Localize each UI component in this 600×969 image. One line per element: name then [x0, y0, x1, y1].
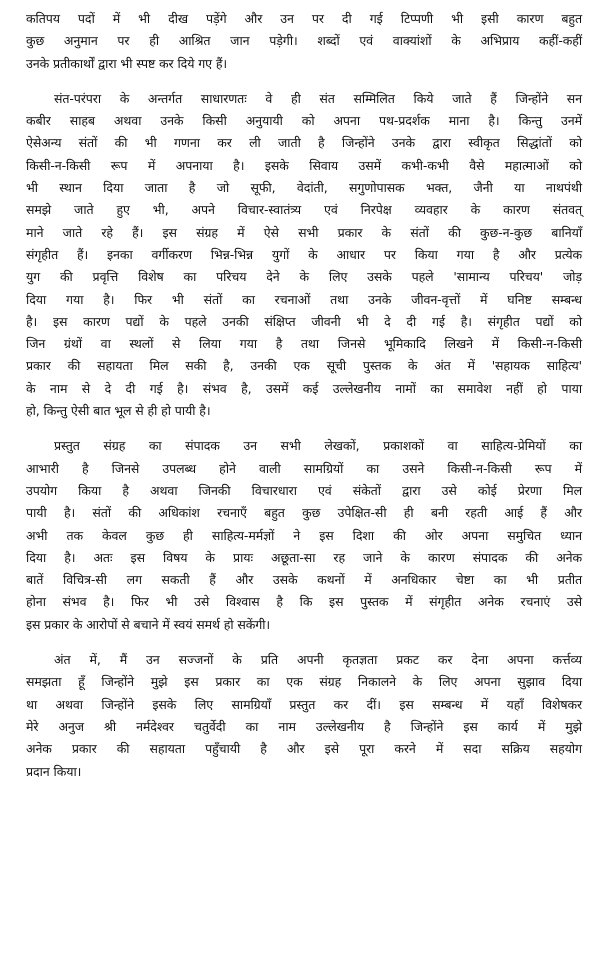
- text-line: पायी है। संतों की अधिकांश रचनाएँ बहुत कुछ उपेक्षित-सी ही बनी रहती आई हैं और: [26, 505, 582, 521]
- text-line: हो, किन्तु ऐसी बात भूल से ही हो पायी है।: [26, 403, 211, 419]
- text-line: कतिपय पदों में भी दीख पड़ेंगे और उन पर दी गई टिप्पणी भी इसी कारण बहुत: [26, 11, 582, 26]
- paragraph-4: [26, 649, 582, 783]
- text-line: समझता हूँ जिन्होंने मुझे इस प्रकार का एक संग्रह निकालने के लिए अपना सुझाव दिया: [26, 674, 582, 690]
- text-line: जिन ग्रंथों वा स्थलों से लिया गया है तथा जिनसे भूमिकादि लिखने में किसी-न-किसी: [26, 336, 582, 352]
- text-line: संगृहीत हैं। इनका वर्गीकरण भिन्न-भिन्न युगों के आधार पर किया गया है और प्रत्येक: [26, 246, 582, 262]
- text-line: युग की प्रवृत्ति विशेष का परिचय देने के लिए उसके पहले 'सामान्य परिचय' जोड़: [26, 269, 582, 285]
- text-line: ऐसेअन्य संतों की भी गणना कर ली जाती है जिन्होंने उनके द्वारा स्वीकृत सिद्धांतों को: [26, 135, 582, 151]
- text-line: समझे जाते हुए भी, अपने विचार-स्वातंत्र्य एवं निरपेक्ष व्यवहार के कारण संतवत्: [26, 202, 582, 218]
- text-line: उपयोग किया है अथवा जिनकी विचारधारा एवं संकेतों द्वारा उसे कोई प्रेरणा मिल: [26, 482, 582, 498]
- text-line: होना संभव है। फिर भी उसे विश्वास है कि इस पुस्तक में संगृहीत अनेक रचनाएं उसे: [26, 594, 582, 610]
- text-line: बातें विचित्र-सी लग सकती हैं और उसके कथनों में अनधिकार चेष्टा का भी प्रतीत: [26, 572, 582, 588]
- text-line: कुछ अनुमान पर ही आश्रित जान पड़ेगी। शब्दों एवं वाक्यांशों के अभिप्राय कहीं-कहीं: [26, 33, 582, 49]
- text-line: अनेक प्रकार की सहायता पहुँचायी है और इसे पूरा करने में सदा सक्रिय सहयोग: [26, 741, 582, 757]
- text-line: के नाम से दे दी गई है। संभव है, उसमें कई उल्लेखनीय नामों का समावेश नहीं हो पाया: [26, 380, 582, 396]
- text-line: प्रस्तुत संग्रह का संपादक उन सभी लेखकों, प्रकाशकों वा साहित्य-प्रेमियों का: [54, 438, 582, 454]
- text-line: प्रकार की सहायता मिल सकी है, उनकी एक सूची पुस्तक के अंत में 'सहायक साहित्य': [26, 358, 582, 374]
- text-line: दिया गया है। फिर भी संतों का रचनाओं तथा उनके जीवन-वृत्तों में घनिष्ट सम्बन्ध: [26, 291, 582, 307]
- text-line: इस प्रकार के आरोपों से बचाने में स्वयं समर्थ हो सकेंगी।: [26, 616, 271, 632]
- text-line: है। इस कारण पद्यों के पहले उनकी संक्षिप्त जीवनी भी दे दी गई है। संगृहीत पद्यों को: [26, 313, 582, 329]
- text-line: आभारी है जिनसे उपलब्ध होने वाली सामग्रियों का उसने किसी-न-किसी रूप में: [26, 460, 582, 476]
- text-line: कबीर साहब अथवा उनके किसी अनुयायी को अपना पथ-प्रदर्शक माना है। किन्तु उनमें: [26, 113, 582, 129]
- text-line: मेरे अनुज श्री नर्मदेश्वर चतुर्वेदी का नाम उल्लेखनीय है जिन्होंने इस कार्य में मुझे: [26, 718, 582, 734]
- text-line: संत-परंपरा के अन्तर्गत साधारणतः वे ही संत सम्मिलित किये जाते हैं जिन्होंने सन: [54, 90, 582, 106]
- text-line: अभी तक केवल कुछ ही साहित्य-मर्मज्ञों ने इस दिशा की ओर अपना समुचित ध्यान: [26, 527, 582, 543]
- text-line: दिया है। अतः इस विषय के प्रायः अछूता-सा रह जाने के कारण संपादक की अनेक: [26, 549, 582, 565]
- document-page: [26, 8, 582, 783]
- text-line: अंत में, मैं उन सज्जनों के प्रति अपनी कृतज्ञता प्रकट कर देना अपना कर्त्तव्य: [54, 652, 582, 668]
- paragraph-3: [26, 435, 582, 636]
- paragraph-1: [26, 8, 582, 75]
- paragraph-2: [26, 88, 582, 422]
- paragraph-gap: [26, 422, 582, 435]
- paragraph-gap: [26, 636, 582, 649]
- paragraph-gap: [26, 75, 582, 88]
- text-line: भी स्थान दिया जाता है जो सूफी, वेदांती, सगुणोपासक भक्त, जैनी या नाथपंथी: [26, 180, 582, 196]
- text-line: माने जाते रहे हैं। इस संग्रह में ऐसे सभी प्रकार के संतों की कुछ-न-कुछ बानियाँ: [26, 224, 582, 240]
- text-line: प्रदान किया।: [26, 763, 82, 779]
- text-line: किसी-न-किसी रूप में अपनाया है। इसके सिवाय उसमें कभी-कभी वैसे महात्माओं को: [26, 157, 582, 173]
- text-line: उनके प्रतीकार्थों द्वारा भी स्पष्ट कर दिये गए हैं।: [26, 55, 228, 71]
- text-line: था अथवा जिन्होंने इसके लिए सामग्रियाँ प्रस्तुत कर दीं। इस सम्बन्ध में यहाँ विशेषकर: [26, 696, 582, 712]
